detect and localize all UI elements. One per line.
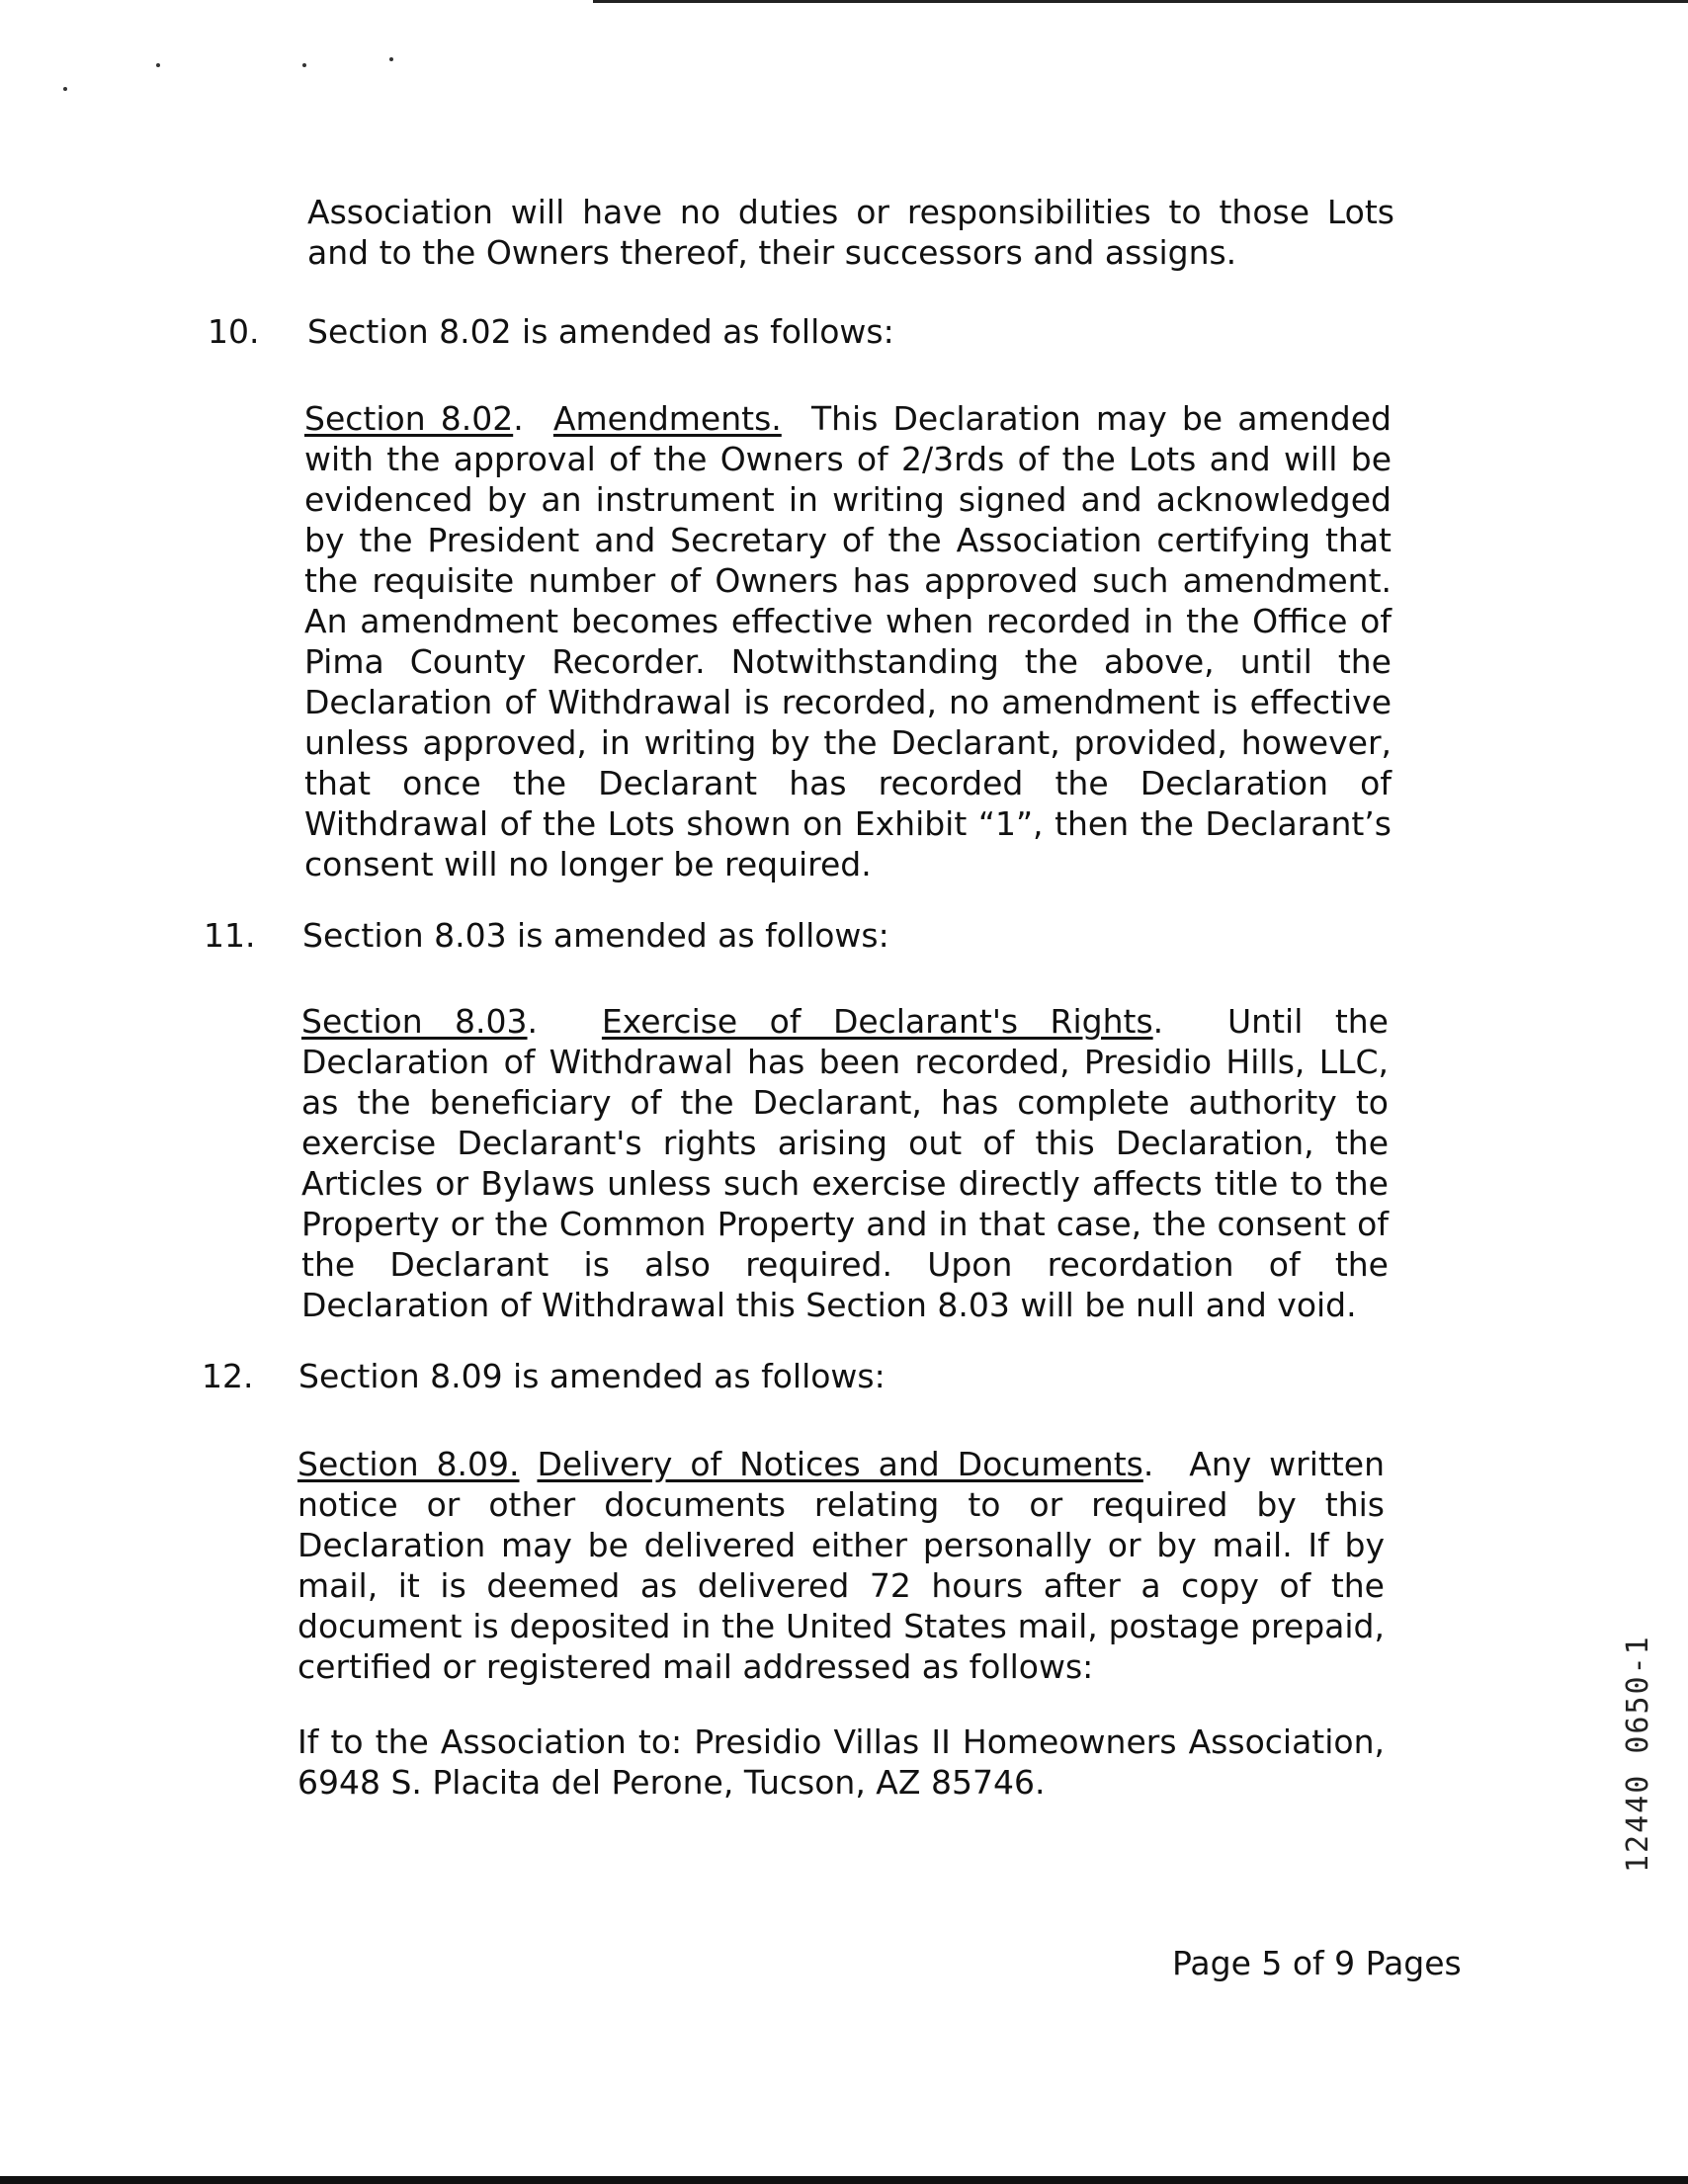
section-title: Delivery of Notices and Documents	[537, 1445, 1143, 1483]
scan-speck	[302, 63, 306, 67]
item-number: 11.	[204, 916, 256, 955]
scan-speck	[156, 63, 160, 67]
item-heading: Section 8.02 is amended as follows:	[307, 312, 894, 351]
scan-speck	[389, 57, 393, 61]
recording-stamp: 12440 0650-1	[1621, 1635, 1655, 1873]
section-paragraph: Section 8.03. Exercise of Declarant's Rights. Until the Declaration of Withdrawal has been recorded, Presidio Hills, LLC, as the beneficiary of the Declarant, has complete authority to exercise Declarant's rights arising out of this Declaration, the Articles or Bylaws unless such exercise directly affects title to the Property or the Common Property and in that case, the consent of the Declarant is also required. Upon recordation of the Declaration of Withdrawal this Section 8.03 will be null and void.	[301, 1002, 1389, 1324]
intro-paragraph: Association will have no duties or responsibilities to those Lots and to the Owners thereof, their successors and assigns.	[307, 193, 1394, 272]
address-paragraph: If to the Association to: Presidio Villas II Homeowners Association, 6948 S. Placita del Perone, Tucson, AZ 85746.	[297, 1722, 1385, 1802]
scan-edge-top	[593, 0, 1688, 9]
item-heading: Section 8.09 is amended as follows:	[298, 1357, 886, 1395]
section-body: Any written notice or other documents relating to or required by this Declaration may be delivered either personally or by mail. If by mail, it is deemed as delivered 72 hours after a copy of the document is deposited in the United States mail, postage prepaid, certified or registered mail addressed as follows:	[297, 1445, 1385, 1686]
item-heading: Section 8.03 is amended as follows:	[302, 916, 889, 955]
item-number: 12.	[202, 1357, 254, 1395]
page-number: Page 5 of 9 Pages	[1172, 1944, 1462, 1982]
section-title: Amendments.	[552, 399, 782, 438]
scan-edge-bottom	[0, 2176, 1688, 2184]
section-title: Exercise of Declarant's Rights	[601, 1002, 1153, 1041]
item-number: 10.	[208, 312, 260, 351]
section-body: This Declaration may be amended with the approval of the Owners of 2/3rds of the Lots and will be evidenced by an instrument in writing signed and acknowledged by the President and Secretary of the Association certifying that the requisite number of Owners has approved such amendment. An amendment becomes effective when recorded in the Office of Pima County Recorder. Notwithstanding the above, until the Declaration of Withdrawal is recorded, no amendment is effective unless approved, in writing by the Declarant, provided, however, that once the Declarant has recorded the Declaration of Withdrawal of the Lots shown on Exhibit “1”, then the Declarant’s consent will no longer be required.	[304, 399, 1392, 883]
section-paragraph: Section 8.09. Delivery of Notices and Documents. Any written notice or other documents relating to or required by this Declaration may be delivered either personally or by mail. If by mail, it is deemed as delivered 72 hours after a copy of the document is deposited in the United States mail, postage prepaid, certified or registered mail addressed as follows:	[297, 1445, 1385, 1686]
section-ref: Section 8.09.	[297, 1445, 520, 1483]
section-ref: Section 8.03	[301, 1002, 528, 1041]
section-ref: Section 8.02	[304, 399, 514, 438]
section-body: Until the Declaration of Withdrawal has been recorded, Presidio Hills, LLC, as the beneficiary of the Declarant, has complete authority to exercise Declarant's rights arising out of this Declaration, the Articles or Bylaws unless such exercise directly affects title to the Property or the Common Property and in that case, the consent of the Declarant is also required. Upon recordation of the Declaration of Withdrawal this Section 8.03 will be null and void.	[301, 1002, 1389, 1324]
section-paragraph: Section 8.02. Amendments. This Declaration may be amended with the approval of the Owners of 2/3rds of the Lots and will be evidenced by an instrument in writing signed and acknowledged by the President and Secretary of the Association certifying that the requisite number of Owners has approved such amendment. An amendment becomes effective when recorded in the Office of Pima County Recorder. Notwithstanding the above, until the Declaration of Withdrawal is recorded, no amendment is effective unless approved, in writing by the Declarant, provided, however, that once the Declarant has recorded the Declaration of Withdrawal of the Lots shown on Exhibit “1”, then the Declarant’s consent will no longer be required.	[304, 399, 1392, 883]
scan-speck	[63, 87, 67, 91]
